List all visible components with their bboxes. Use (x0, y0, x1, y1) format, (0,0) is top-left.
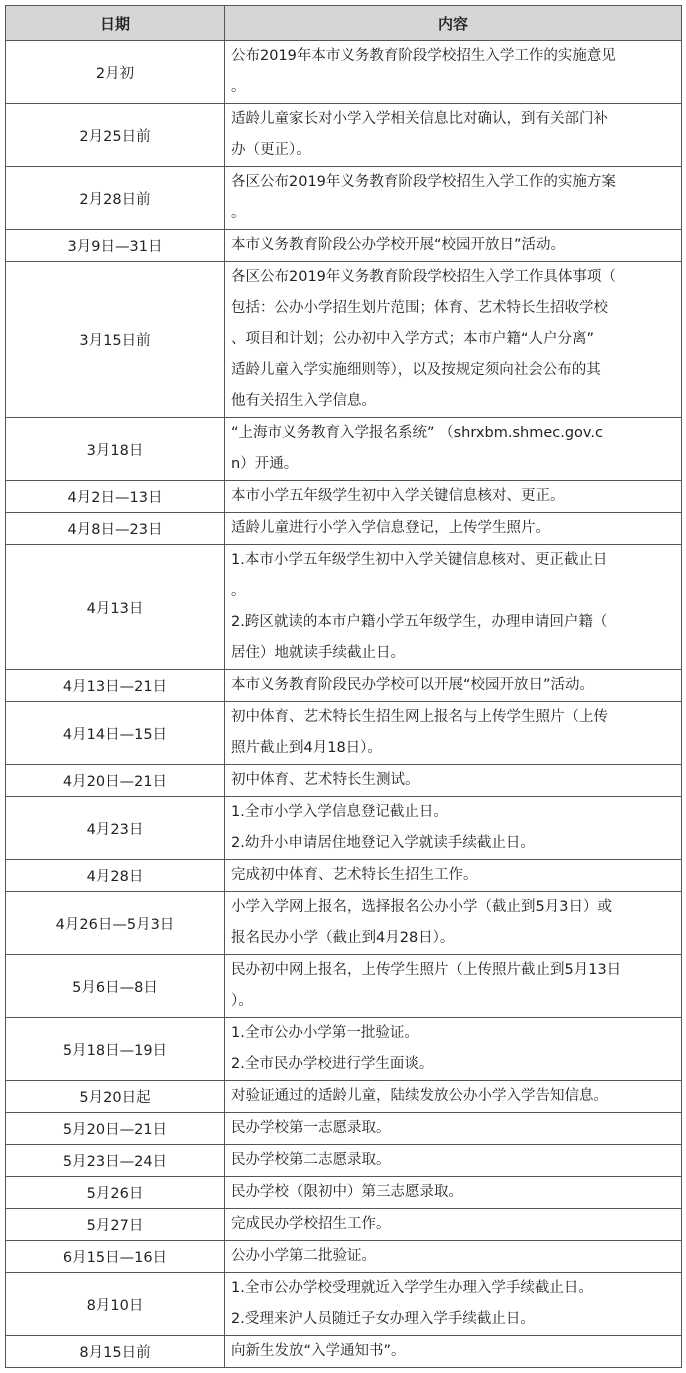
table-row (6, 418, 682, 481)
content-line: 初中体育、艺术特长生测试。 (231, 772, 420, 788)
table-row (6, 513, 682, 545)
content-cell (225, 167, 682, 230)
content-line: 。 (231, 205, 246, 221)
content-cell (225, 545, 682, 670)
content-line: 照片截止到4月18日）。 (231, 740, 382, 756)
content-line: 本市小学五年级学生初中入学关键信息核对、更正。 (231, 488, 565, 504)
date-cell: 4月28日 (6, 860, 225, 892)
content-cell (225, 860, 682, 892)
table-row (6, 1081, 682, 1113)
content-cell (225, 481, 682, 513)
content-cell (225, 797, 682, 860)
date-cell: 4月14日—15日 (6, 702, 225, 765)
content-line: ）。 (231, 993, 253, 1009)
content-cell (225, 892, 682, 955)
content-line: 初中体育、艺术特长生招生网上报名与上传学生照片（上传 (231, 709, 608, 725)
table-row (6, 955, 682, 1018)
content-cell (225, 955, 682, 1018)
content-line: 、项目和计划；公办初中入学方式；本市户籍“人户分离” (231, 331, 595, 347)
date-cell: 5月26日 (6, 1177, 225, 1209)
content-line: “上海市义务教育入学报名系统” （shrxbm.shmec.gov.c (231, 425, 603, 441)
content-line: 完成初中体育、艺术特长生招生工作。 (231, 867, 478, 883)
content-line: 1.全市公办小学第一批验证。 (231, 1025, 419, 1041)
table-row (6, 1018, 682, 1081)
table-row (6, 765, 682, 797)
content-line: 本市义务教育阶段公办学校开展“校园开放日”活动。 (231, 237, 566, 253)
content-line: 公布2019年本市义务教育阶段学校招生入学工作的实施意见 (231, 48, 616, 64)
table-row (6, 230, 682, 262)
date-cell: 5月18日—19日 (6, 1018, 225, 1081)
content-cell (225, 41, 682, 104)
content-line: 本市义务教育阶段民办学校可以开展“校园开放日”活动。 (231, 677, 595, 693)
content-cell (225, 513, 682, 545)
content-line: 办（更正）。 (231, 142, 311, 158)
content-cell (225, 1145, 682, 1177)
date-cell: 4月20日—21日 (6, 765, 225, 797)
date-cell: 5月20日—21日 (6, 1113, 225, 1145)
date-cell: 3月9日—31日 (6, 230, 225, 262)
content-line: 向新生发放“入学通知书”。 (231, 1343, 406, 1359)
enrollment-schedule-table (5, 5, 682, 1368)
content-cell (225, 1241, 682, 1273)
content-cell (225, 1273, 682, 1336)
table-row (6, 860, 682, 892)
content-line: 完成民办学校招生工作。 (231, 1216, 391, 1232)
date-cell: 4月13日 (6, 545, 225, 670)
content-cell (225, 670, 682, 702)
table-row (6, 1336, 682, 1368)
content-line: 。 (231, 583, 246, 599)
table-row (6, 167, 682, 230)
content-cell (225, 1081, 682, 1113)
date-cell: 8月10日 (6, 1273, 225, 1336)
date-cell: 5月20日起 (6, 1081, 225, 1113)
table-row (6, 104, 682, 167)
content-cell (225, 1177, 682, 1209)
content-line: 他有关招生入学信息。 (231, 393, 376, 409)
date-cell: 6月15日—16日 (6, 1241, 225, 1273)
table-row (6, 1177, 682, 1209)
date-cell: 2月25日前 (6, 104, 225, 167)
content-line: n）开通。 (231, 456, 299, 472)
table-row (6, 1209, 682, 1241)
content-cell (225, 418, 682, 481)
table-body (6, 41, 682, 1368)
table-row (6, 1273, 682, 1336)
content-line: 2.受理来沪人员随迁子女办理入学手续截止日。 (231, 1311, 535, 1327)
content-line: 公办小学第二批验证。 (231, 1248, 376, 1264)
date-cell: 8月15日前 (6, 1336, 225, 1368)
content-cell (225, 262, 682, 418)
content-line: 民办学校第二志愿录取。 (231, 1152, 391, 1168)
table-row (6, 670, 682, 702)
table-row (6, 41, 682, 104)
content-cell (225, 230, 682, 262)
content-line: 1.全市小学入学信息登记截止日。 (231, 804, 448, 820)
content-line: 适龄儿童家长对小学入学相关信息比对确认，到有关部门补 (231, 111, 608, 127)
content-cell (225, 702, 682, 765)
header-content: 内容 (225, 6, 682, 41)
content-line: 对验证通过的适龄儿童，陆续发放公办小学入学告知信息。 (231, 1088, 608, 1104)
date-cell: 5月6日—8日 (6, 955, 225, 1018)
content-line: 民办学校（限初中）第三志愿录取。 (231, 1184, 463, 1200)
date-cell: 2月初 (6, 41, 225, 104)
table-row (6, 262, 682, 418)
table-row (6, 1113, 682, 1145)
content-line: 各区公布2019年义务教育阶段学校招生入学工作具体事项（ (231, 269, 616, 285)
content-line: 1.本市小学五年级学生初中入学关键信息核对、更正截止日 (231, 552, 608, 568)
date-cell: 3月18日 (6, 418, 225, 481)
content-line: 2.全市民办学校进行学生面谈。 (231, 1056, 434, 1072)
content-cell (225, 1209, 682, 1241)
content-line: 报名民办小学（截止到4月28日）。 (231, 930, 455, 946)
content-line: 包括：公办小学招生划片范围；体育、艺术特长生招收学校 (231, 300, 608, 316)
date-cell: 5月27日 (6, 1209, 225, 1241)
content-line: 适龄儿童进行小学入学信息登记，上传学生照片。 (231, 520, 550, 536)
date-cell: 2月28日前 (6, 167, 225, 230)
table-row (6, 1241, 682, 1273)
date-cell: 4月26日—5月3日 (6, 892, 225, 955)
content-cell (225, 765, 682, 797)
date-cell: 4月8日—23日 (6, 513, 225, 545)
content-line: 各区公布2019年义务教育阶段学校招生入学工作的实施方案 (231, 174, 616, 190)
header-row (6, 6, 682, 41)
date-cell: 3月15日前 (6, 262, 225, 418)
table-row (6, 797, 682, 860)
table-row (6, 1145, 682, 1177)
content-line: 1.全市公办学校受理就近入学学生办理入学手续截止日。 (231, 1280, 593, 1296)
content-line: 民办学校第一志愿录取。 (231, 1120, 391, 1136)
table-row (6, 481, 682, 513)
table-row (6, 892, 682, 955)
content-line: 居住）地就读手续截止日。 (231, 645, 405, 661)
content-line: 2.幼升小申请居住地登记入学就读手续截止日。 (231, 835, 535, 851)
content-line: 。 (231, 79, 246, 95)
content-line: 小学入学网上报名，选择报名公办小学（截止到5月3日）或 (231, 899, 612, 915)
content-cell (225, 1018, 682, 1081)
date-cell: 4月23日 (6, 797, 225, 860)
content-cell (225, 1113, 682, 1145)
content-line: 民办初中网上报名，上传学生照片（上传照片截止到5月13日 (231, 962, 622, 978)
date-cell: 4月13日—21日 (6, 670, 225, 702)
content-cell (225, 104, 682, 167)
content-line: 2.跨区就读的本市户籍小学五年级学生，办理申请回户籍（ (231, 614, 608, 630)
date-cell: 5月23日—24日 (6, 1145, 225, 1177)
table-row (6, 702, 682, 765)
date-cell: 4月2日—13日 (6, 481, 225, 513)
table-row (6, 545, 682, 670)
content-cell (225, 1336, 682, 1368)
header-date: 日期 (6, 6, 225, 41)
content-line: 适龄儿童入学实施细则等），以及按规定须向社会公布的其 (231, 362, 601, 378)
